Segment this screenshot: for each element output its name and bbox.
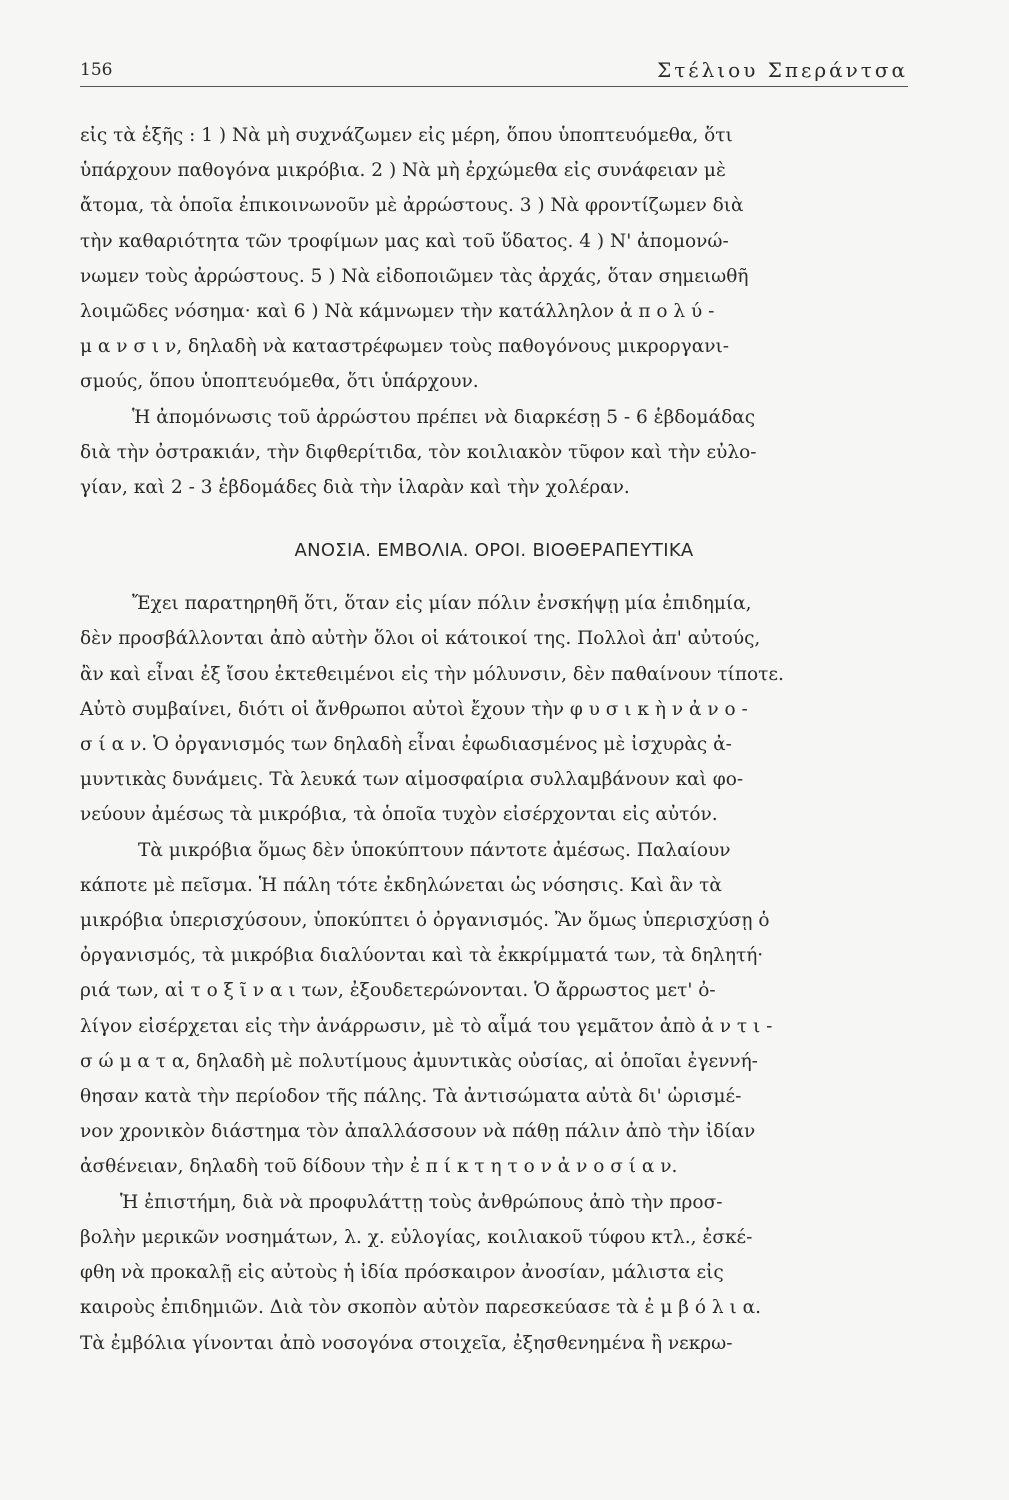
paragraph-precautions xyxy=(80,118,908,400)
paragraph-natural-immunity xyxy=(80,586,908,832)
text-line: ὀργανισμός, τὰ μικρόβια διαλύονται καὶ τὰ ἐκκρίμματά των, τὰ δηλητή· xyxy=(80,945,764,967)
text-line: Αὐτὸ συμβαίνει, διότι οἱ ἄνθρωποι αὐτοὶ ἔχουν τὴν φ υ σ ι κ ὴ ν ἀ ν ο - xyxy=(80,698,748,720)
text-line: Ἡ ἀπομόνωσις τοῦ ἀρρώστου πρέπει νὰ διαρκέσῃ 5 - 6 ἑβδομάδας xyxy=(132,406,756,428)
text-line: Ἔχει παρατηρηθῆ ὅτι, ὅταν εἰς μίαν πόλιν ἐνσκήψῃ μία ἐπιδημία, xyxy=(132,593,752,615)
text-line: λοιμῶδες νόσημα· καὶ 6 ) Νὰ κάμνωμεν τὴν κατάλληλον ἀ π ο λ ύ - xyxy=(80,301,715,323)
text-line: σ ί α ν. Ὁ ὀργανισμός των δηλαδὴ εἶναι ἐφωδιασμένος μὲ ἰσχυρὰς ἀ- xyxy=(80,734,732,756)
text-line: λίγον εἰσέρχεται εἰς τὴν ἀνάρρωσιν, μὲ τὸ αἷμά του γεμᾶτον ἀπὸ ἀ ν τ ι - xyxy=(80,1015,773,1037)
text-line: γίαν, καὶ 2 - 3 ἑβδομάδες διὰ τὴν ἱλαρὰν καὶ τὴν χολέραν. xyxy=(80,477,630,499)
section-heading: ΑΝΟΣΙΑ. ΕΜΒΟΛΙΑ. ΟΡΟΙ. ΒΙΟΘΕΡΑΠΕΥΤΙΚΑ xyxy=(294,540,694,562)
text-line: ἄτομα, τὰ ὁποῖα ἐπικοινωνοῦν μὲ ἀρρώστους. 3 ) Νὰ φροντίζωμεν διὰ xyxy=(80,195,744,217)
page-header xyxy=(80,52,908,87)
text-line: ἂν καὶ εἶναι ἐξ ἴσου ἐκτεθειμένοι εἰς τὴν μόλυνσιν, δὲν παθαίνουν τίποτε. xyxy=(80,663,784,685)
text-line: Ἡ ἐπιστήμη, διὰ νὰ προφυλάττῃ τοὺς ἀνθρώπους ἀπὸ τὴν προσ- xyxy=(120,1191,723,1213)
text-line: μικρόβια ὑπερισχύσουν, ὑποκύπτει ὁ ὀργανισμός. Ἂν ὅμως ὑπερισχύσῃ ὁ xyxy=(80,910,770,932)
text-line: κάποτε μὲ πεῖσμα. Ἡ πάλη τότε ἐκδηλώνεται ὡς νόσησις. Καὶ ἂν τὰ xyxy=(80,874,722,896)
paragraph-isolation xyxy=(80,400,908,506)
text-line: φθη νὰ προκαλῇ εἰς αὐτοὺς ἡ ἰδία πρόσκαιρον ἀνοσίαν, μάλιστα εἰς xyxy=(80,1262,724,1284)
body-text xyxy=(80,118,908,1361)
text-line: Τὰ ἐμβόλια γίνονται ἀπὸ νοσογόνα στοιχεῖα, ἐξησθενημένα ἢ νεκρω- xyxy=(80,1332,733,1354)
paragraph-acquired-immunity xyxy=(80,833,908,1185)
text-line: νωμεν τοὺς ἀρρώστους. 5 ) Νὰ εἰδοποιῶμεν τὰς ἀρχάς, ὅταν σημειωθῆ xyxy=(80,265,749,287)
text-line: καιροὺς ἐπιδημιῶν. Διὰ τὸν σκοπὸν αὐτὸν παρεσκεύασε τὰ ἐ μ β ό λ ι α. xyxy=(80,1297,761,1319)
text-line: νον χρονικὸν διάστημα τὸν ἀπαλλάσσουν νὰ πάθῃ πάλιν ἀπὸ τὴν ἰδίαν xyxy=(80,1121,756,1143)
text-line: διὰ τὴν ὀστρακιάν, τὴν διφθερίτιδα, τὸν κοιλιακὸν τῦφον καὶ τὴν εὐλο- xyxy=(80,441,757,463)
paragraph-vaccines xyxy=(80,1185,908,1361)
text-line: ὑπάρχουν παθογόνα μικρόβια. 2 ) Νὰ μὴ ἐρχώμεθα εἰς συνάφειαν μὲ xyxy=(80,160,726,182)
text-line: μ α ν σ ι ν, δηλαδὴ νὰ καταστρέφωμεν τοὺς παθογόνους μικροργανι- xyxy=(80,336,729,358)
text-line: εἰς τὰ ἑξῆς : 1 ) Νὰ μὴ συχνάζωμεν εἰς μέρη, ὅπου ὑποπτευόμεθα, ὅτι xyxy=(80,125,733,146)
text-line: μυντικὰς δυνάμεις. Τὰ λευκά των αἱμοσφαίρια συλλαμβάνουν καὶ φο- xyxy=(80,769,744,791)
text-line: Τὰ μικρόβια ὅμως δὲν ὑποκύπτουν πάντοτε ἀμέσως. Παλαίουν xyxy=(138,839,731,861)
text-line: θησαν κατὰ τὴν περίοδον τῆς πάλης. Τὰ ἀντισώματα αὐτὰ δι' ὡρισμέ- xyxy=(80,1086,742,1108)
text-line: βολὴν μερικῶν νοσημάτων, λ. χ. εὐλογίας, κοιλιακοῦ τύφου κτλ., ἐσκέ- xyxy=(80,1226,753,1248)
text-line: ἀσθένειαν, δηλαδὴ τοῦ δίδουν τὴν ἐ π ί κ τ η τ ο ν ἀ ν ο σ ί α ν. xyxy=(80,1156,678,1178)
text-line: ριά των, αἱ τ ο ξ ῖ ν α ι των, ἐξουδετερώνονται. Ὁ ἄρρωστος μετ' ὀ- xyxy=(80,980,716,1002)
text-line: νεύουν ἀμέσως τὰ μικρόβια, τὰ ὁποῖα τυχὸν εἰσέρχονται εἰς αὐτόν. xyxy=(80,804,718,826)
text-line: σμούς, ὅπου ὑποπτευόμεθα, ὅτι ὑπάρχουν. xyxy=(80,371,479,393)
page-number: 156 xyxy=(80,60,113,80)
running-head: Στέλιου Σπεράντσα xyxy=(657,58,908,82)
text-line: δὲν προσβάλλονται ἀπὸ αὐτὴν ὅλοι οἱ κάτοικοί της. Πολλοὶ ἀπ' αὐτούς, xyxy=(80,628,761,650)
text-line: σ ώ μ α τ α, δηλαδὴ μὲ πολυτίμους ἀμυντικὰς οὐσίας, αἱ ὁποῖαι ἐγεννή- xyxy=(80,1050,758,1072)
text-line: τὴν καθαριότητα τῶν τροφίμων μας καὶ τοῦ ὕδατος. 4 ) Ν' ἀπομονώ- xyxy=(80,230,729,252)
